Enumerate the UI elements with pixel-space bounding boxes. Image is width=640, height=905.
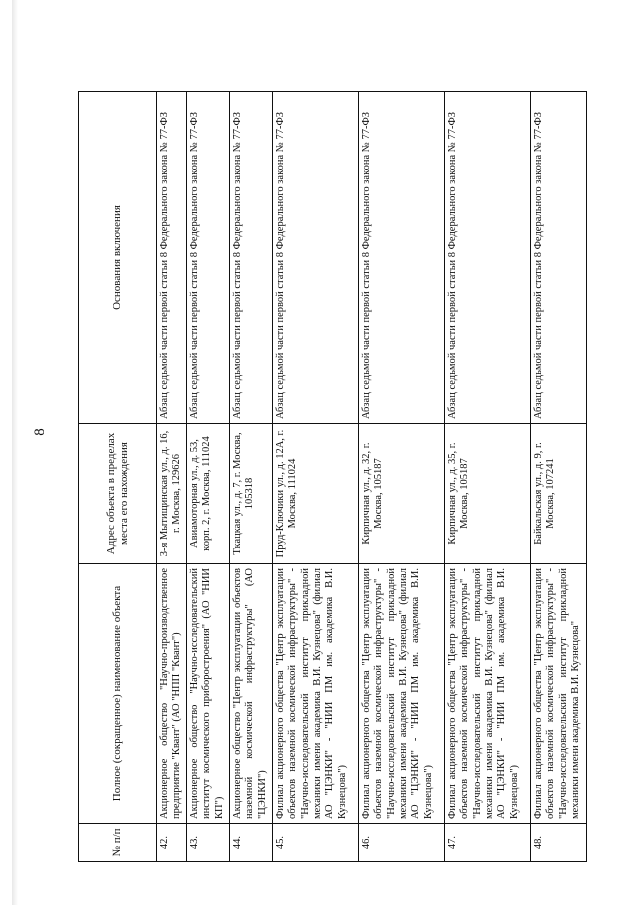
header-name: Полное (сокращенное) наименование объекта bbox=[79, 564, 157, 824]
table-row bbox=[530, 92, 586, 862]
inclusion-basis: Абзац седьмой части первой статьи 8 Федерального закона № 77-ФЗ bbox=[272, 92, 358, 424]
object-address: Байкальская ул., д. 9, г. Москва, 107241 bbox=[530, 424, 586, 564]
header-basis: Основания включения bbox=[79, 92, 157, 424]
inclusion-basis: Абзац седьмой части первой статьи 8 Федерального закона № 77-ФЗ bbox=[358, 92, 444, 424]
row-number: 45. bbox=[272, 824, 358, 862]
scan-edge bbox=[12, 0, 18, 905]
inclusion-basis: Абзац седьмой части первой статьи 8 Федерального закона № 77-ФЗ bbox=[530, 92, 586, 424]
object-address: Кирпичная ул., д. 35, г. Москва, 105187 bbox=[444, 424, 530, 564]
inclusion-basis: Абзац седьмой части первой статьи 8 Федерального закона № 77-ФЗ bbox=[444, 92, 530, 424]
object-name: Акционерное общество "Центр эксплуатации объектов наземной космической инфраструктуры" (АО "ЦЭНКИ") bbox=[229, 564, 272, 824]
row-number: 48. bbox=[530, 824, 586, 862]
inclusion-basis: Абзац седьмой части первой статьи 8 Федерального закона № 77-ФЗ bbox=[229, 92, 272, 424]
rotated-table-container bbox=[78, 92, 581, 862]
table-row bbox=[229, 92, 272, 862]
object-name: Акционерное общество "Научно-исследовательский институт космического приборостроения" (АО "НИИ КП") bbox=[186, 564, 229, 824]
object-address: Ткацкая ул., д. 7, г. Москва, 105318 bbox=[229, 424, 272, 564]
table-row bbox=[358, 92, 444, 862]
table-row bbox=[444, 92, 530, 862]
row-number: 47. bbox=[444, 824, 530, 862]
object-name: Филиал акционерного общества "Центр эксплуатации объектов наземной космической инфраструктуры" - "Научно-исследовательский институт прикладной механики имени академика В.И. Кузнецова" (филиал АО "ЦЭНКИ" - "НИИ ПМ им. академика В.И. Кузнецова") bbox=[444, 564, 530, 824]
table-row bbox=[272, 92, 358, 862]
object-name: Филиал акционерного общества "Центр эксплуатации объектов наземной космической инфраструктуры" - "Научно-исследовательский институт прикладной механики имени академика В.И. Кузнецова" (филиал АО "ЦЭНКИ" - "НИИ ПМ им. академика В.И. Кузнецова") bbox=[272, 564, 358, 824]
registry-table bbox=[78, 91, 587, 862]
object-address: Авиамоторная ул., д. 53, корп. 2, г. Москва, 111024 bbox=[186, 424, 229, 564]
object-name: Филиал акционерного общества "Центр эксплуатации объектов наземной космической инфраструктуры" - "Научно-исследовательский институт прикладной механики имени академика В.И. Кузнецова" (филиал АО "ЦЭНКИ" - "НИИ ПМ им. академика В.И. Кузнецова") bbox=[358, 564, 444, 824]
row-number: 46. bbox=[358, 824, 444, 862]
object-name: Акционерное общество "Научно-производственное предприятие "Квант" (АО "НПП "Квант") bbox=[157, 564, 187, 824]
inclusion-basis: Абзац седьмой части первой статьи 8 Федерального закона № 77-ФЗ bbox=[186, 92, 229, 424]
header-num: № п/п bbox=[79, 824, 157, 862]
inclusion-basis: Абзац седьмой части первой статьи 8 Федерального закона № 77-ФЗ bbox=[157, 92, 187, 424]
header-address: Адрес объекта в пределах места его нахождения bbox=[79, 424, 157, 564]
object-name: Филиал акционерного общества "Центр эксплуатации объектов наземной космической инфраструктуры" - "Научно-исследовательский институт прикладной механики имени академика В.И. Кузнецова" bbox=[530, 564, 586, 824]
table-row bbox=[186, 92, 229, 862]
row-number: 43. bbox=[186, 824, 229, 862]
row-number: 44. bbox=[229, 824, 272, 862]
object-address: Кирпичная ул., д. 32, г. Москва, 105187 bbox=[358, 424, 444, 564]
object-address: Пруд-Ключики ул., д. 12А, г. Москва, 111024 bbox=[272, 424, 358, 564]
table-header-row bbox=[79, 92, 157, 862]
object-address: 3-я Мытищинская ул., д. 16, г. Москва, 129626 bbox=[157, 424, 187, 564]
table-row bbox=[157, 92, 187, 862]
row-number: 42. bbox=[157, 824, 187, 862]
page-number: 8 bbox=[32, 428, 48, 436]
